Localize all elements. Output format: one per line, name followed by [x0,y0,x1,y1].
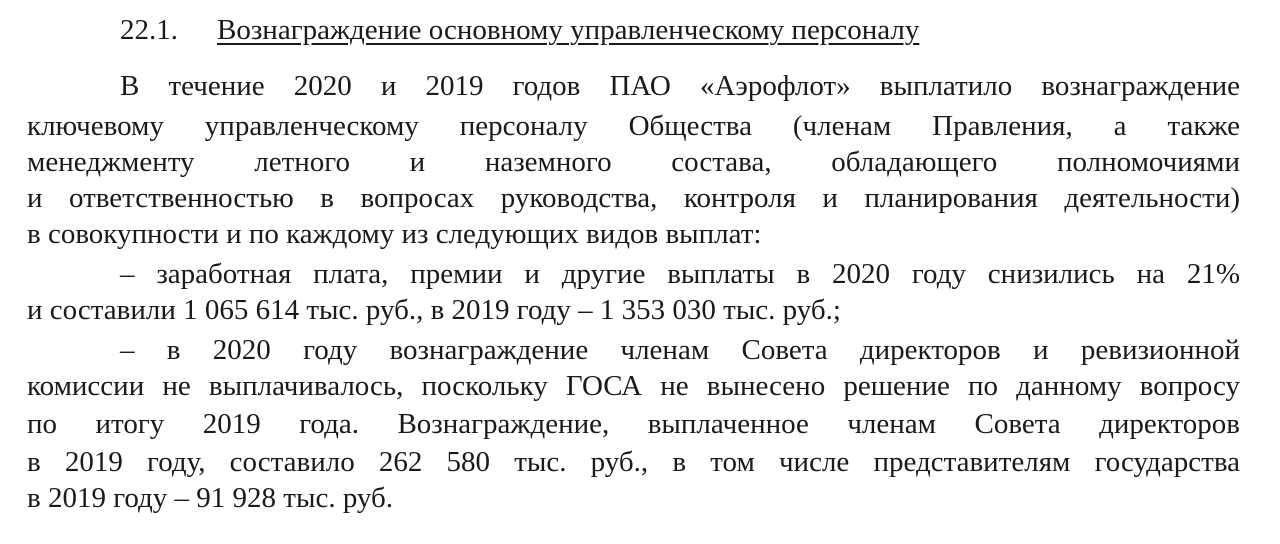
paragraph-line: и ответственностью в вопросах руководства, контроля и планирования деятельности) [27,182,1240,214]
list-item-line: по итогу 2019 года. Вознаграждение, выплаченное членам Совета директоров [27,408,1240,440]
paragraph-line: в совокупности и по каждому из следующих видов выплат: [27,218,762,250]
list-item-line: в 2019 году, составило 262 580 тыс. руб., в том числе представителям государства [27,446,1240,478]
list-item-line: – в 2020 году вознаграждение членам Совета директоров и ревизионной [120,334,1240,366]
paragraph-line: ключевому управленческому персоналу Общества (членам Правления, а также [27,110,1240,142]
section-title: Вознаграждение основному управленческому персоналу [217,14,920,46]
section-heading [120,10,919,50]
list-item-line: – заработная плата, премии и другие выплаты в 2020 году снизились на 21% [120,258,1240,290]
paragraph-line: менеджменту летного и наземного состава, обладающего полномочиями [27,146,1240,178]
section-number: 22.1. [120,14,178,46]
list-item-line: комиссии не выплачивалось, поскольку ГОСА не вынесено решение по данному вопросу [27,370,1240,402]
list-item-line: в 2019 году – 91 928 тыс. руб. [27,482,394,514]
paragraph-line: В течение 2020 и 2019 годов ПАО «Аэрофлот» выплатило вознаграждение [120,70,1240,102]
list-item-line: и составили 1 065 614 тыс. руб., в 2019 году – 1 353 030 тыс. руб.; [27,294,841,326]
